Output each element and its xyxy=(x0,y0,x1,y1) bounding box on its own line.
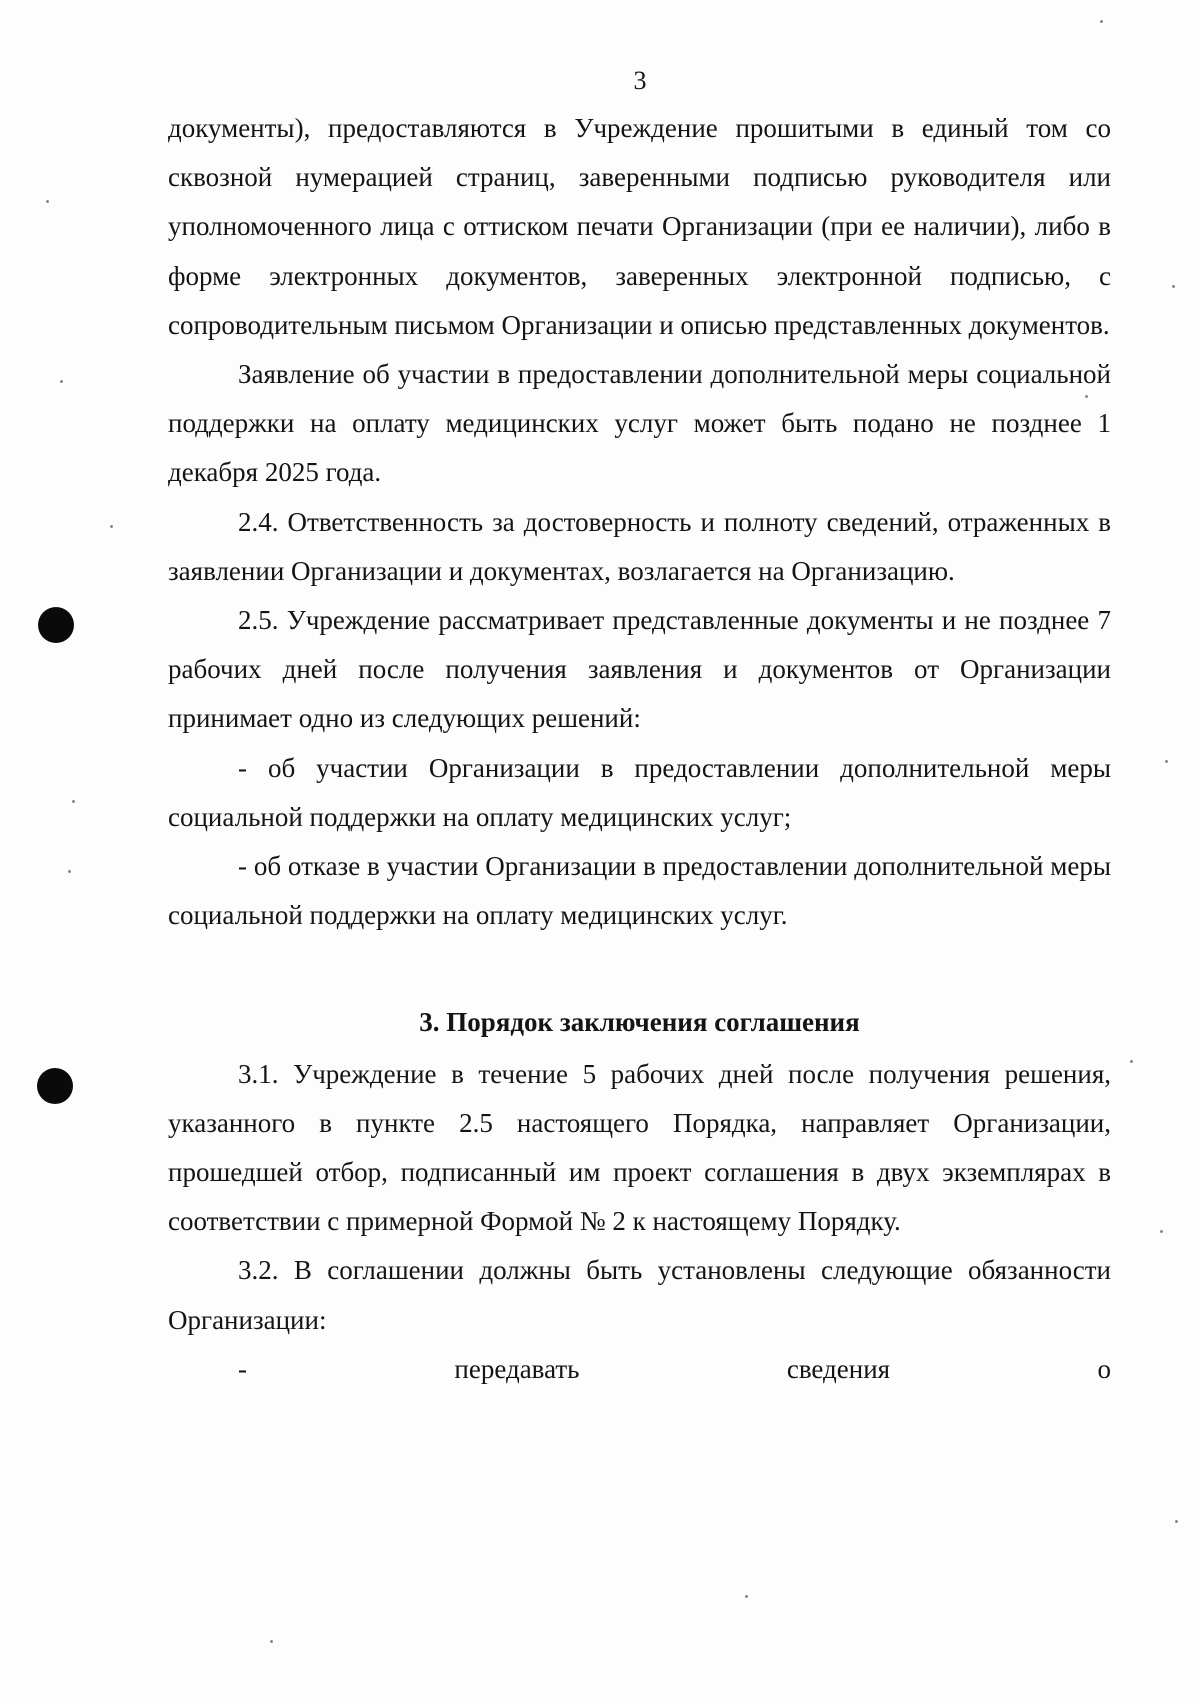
paragraph-application-deadline: Заявление об участии в предоставлении дополнительной меры социальной поддержки на оплату медицинских услуг может быть подано не позднее 1 декабря 2025 года. xyxy=(168,359,1111,488)
scan-speck xyxy=(1160,1230,1163,1233)
paragraph-2-4: 2.4. Ответственность за достоверность и полноту сведений, отраженных в заявлении Организации и документах, возлагается на Организацию. xyxy=(168,506,1111,586)
scan-speck xyxy=(1175,1520,1178,1523)
scan-speck xyxy=(60,380,63,383)
scan-speck xyxy=(68,870,71,873)
scan-speck xyxy=(1130,1060,1133,1063)
decision-option-participation: - об участии Организации в предоставлении дополнительной меры социальной поддержки на оплату медицинских услуг; xyxy=(168,752,1111,832)
paragraph-3-2: 3.2. В соглашении должны быть установлены следующие обязанности Организации: xyxy=(168,1255,1111,1335)
scan-speck xyxy=(1172,285,1175,288)
document-body xyxy=(168,104,1111,1394)
page-number: 3 xyxy=(633,66,647,95)
decision-option-refusal: - об отказе в участии Организации в предоставлении дополнительной меры социальной поддержки на оплату медицинских услуг. xyxy=(168,851,1111,931)
punch-hole-mark xyxy=(37,1068,73,1104)
scan-speck xyxy=(72,800,75,803)
paragraph-3-1: 3.1. Учреждение в течение 5 рабочих дней после получения решения, указанного в пункте 2.5 настоящего Порядка, направляет Организации, прошедшей отбор, подписанный им проект соглашения в двух экземплярах в соответствии с примерной Формой № 2 к настоящему Порядку. xyxy=(168,1058,1111,1237)
paragraph-last-line xyxy=(168,1345,1111,1394)
punch-hole-mark xyxy=(38,607,74,643)
section-heading: 3. Порядок заключения соглашения xyxy=(419,1007,860,1038)
scan-speck xyxy=(1100,20,1103,23)
list-dash: - xyxy=(238,1353,247,1384)
scan-speck xyxy=(270,1640,273,1643)
scan-speck xyxy=(110,525,113,528)
scan-speck xyxy=(46,200,49,203)
paragraph-2-5: 2.5. Учреждение рассматривает представленные документы и не позднее 7 рабочих дней после получения заявления и документов от Организации принимает одно из следующих решений: xyxy=(168,605,1111,734)
scan-speck xyxy=(1165,760,1168,763)
last-line-word: передавать xyxy=(454,1353,580,1384)
last-line-word: о xyxy=(1097,1353,1111,1384)
last-line-word: сведения xyxy=(786,1353,891,1384)
scan-speck xyxy=(745,1595,748,1598)
paragraph-continuation: документы), предоставляются в Учреждение прошитыми в единый том со сквозной нумерацией страниц, заверенными подписью руководителя или уполномоченного лица с оттиском печати Организации (при ее наличии), либо в форме электронных документов, заверенных электронной подписью, с сопроводительным письмом Организации и описью представленных документов. xyxy=(168,113,1111,340)
